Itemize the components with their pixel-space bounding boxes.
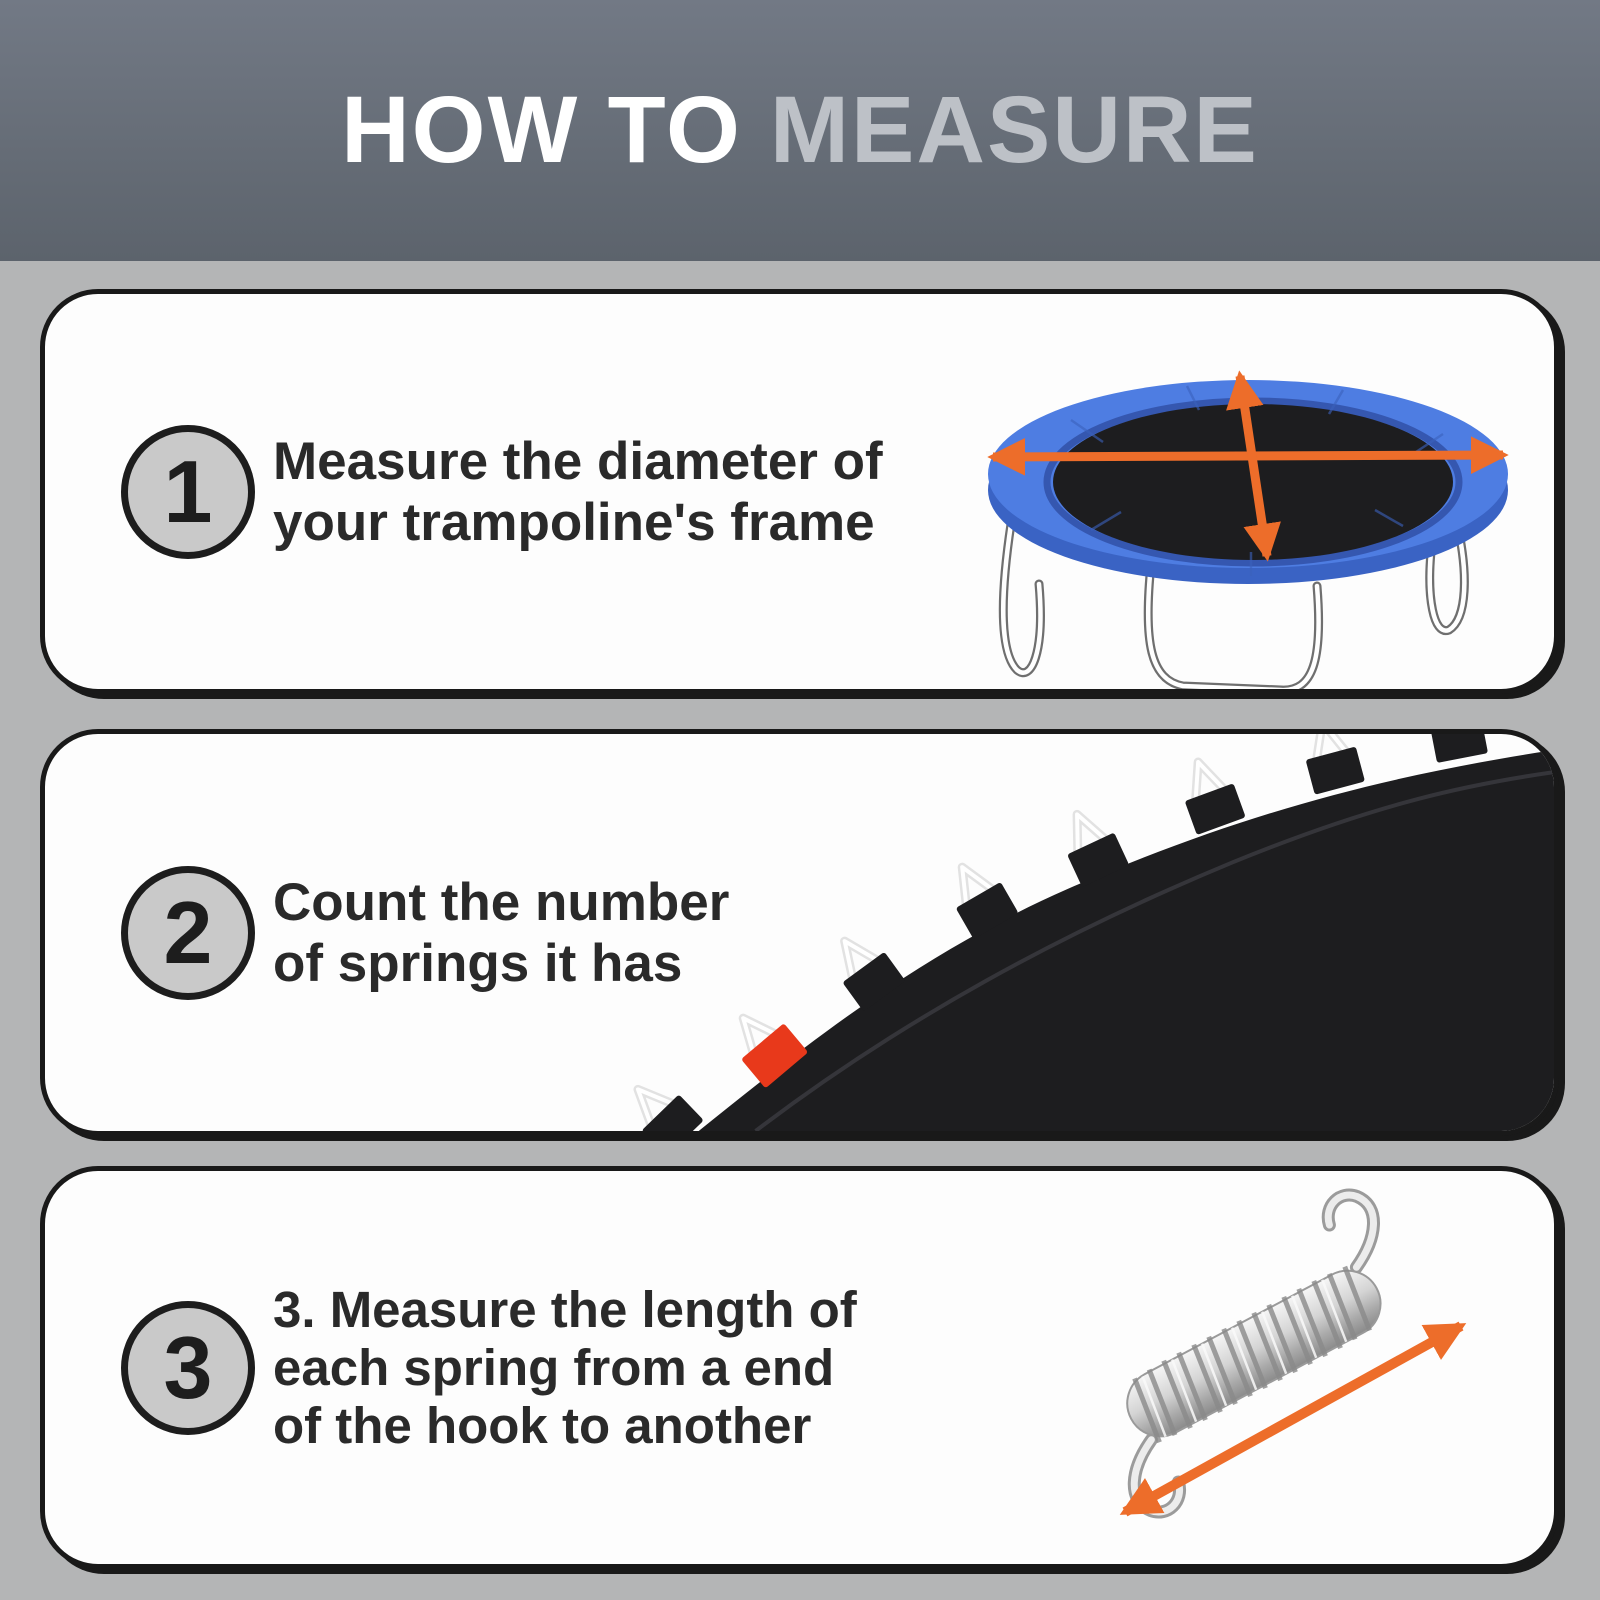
step-3-line-2: each spring from a end [273,1338,835,1396]
step-3-number: 3 [163,1317,213,1417]
step-1-number-badge [121,425,255,559]
step-1-number: 1 [163,441,213,541]
step-1-text [273,431,883,553]
step-1-line-1: Measure the diameter of [273,431,883,491]
step-2-number-badge [121,866,255,1000]
step-2-line-1: Count the number [273,872,730,932]
step-3-number-badge [121,1301,255,1435]
step-2-text [273,872,729,994]
header-band [0,0,1600,261]
step-3-line-3: of the hook to another [273,1396,812,1454]
page-title-primary: HOW TO [341,77,742,183]
step-3-line-1: 3. Measure the length of [273,1280,857,1338]
step-2-number: 2 [163,882,213,982]
step-card-2 [40,729,1559,1136]
step-3-text [273,1281,857,1455]
page-title [341,76,1259,185]
step-card-3 [40,1166,1559,1569]
step-1-line-2: your trampoline's frame [273,492,875,552]
step-2-line-2: of springs it has [273,933,683,993]
page-title-secondary: MEASURE [769,77,1259,183]
spring-length-icon [1039,1186,1519,1569]
trampoline-diameter-icon [951,324,1526,694]
mat-springs-icon [45,734,1554,1131]
step-card-1 [40,289,1559,694]
